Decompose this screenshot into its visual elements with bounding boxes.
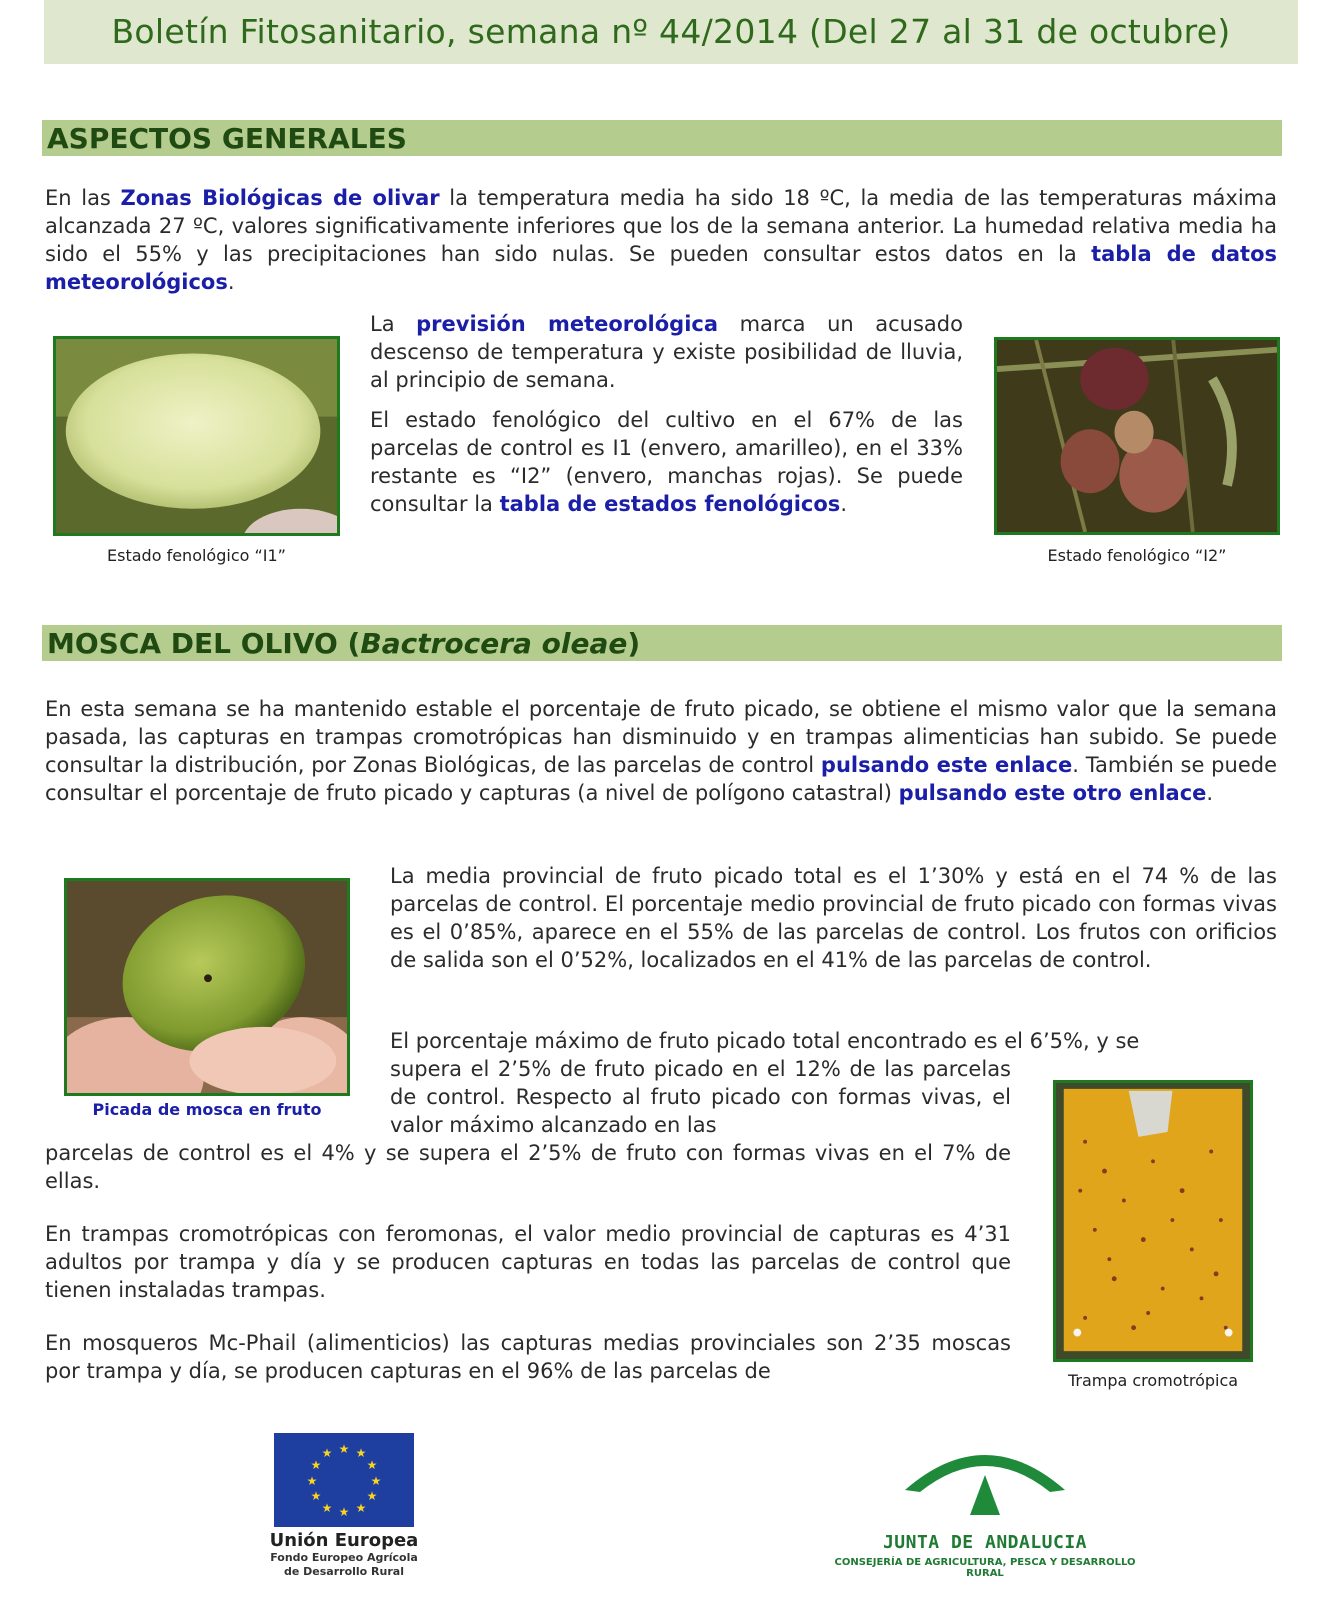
svg-text:★: ★ bbox=[355, 1446, 367, 1460]
junta-andalucia-logo bbox=[900, 1430, 1070, 1530]
paragraph-cromotropicas: En trampas cromotrópicas con feromonas, el valor medio provincial de capturas es 4’31 adultos por trampa y día y se producen capturas en todas las parcelas de control que tienen instaladas trampas. bbox=[45, 1222, 1011, 1302]
paragraph-mosca-intro: En esta semana se ha mantenido estable el porcentaje de fruto picado, se obtiene el mismo valor que la semana pasada, las capturas en trampas cromotrópicas han disminuido y en trampas alimenticias han subido. Se puede consultar la distribución, por Zonas Biológicas, de las parcelas de control pulsando este enlace. También se puede consultar el porcentaje de fruto picado y capturas (a nivel de polígono catastral) pulsando este otro enlace. bbox=[45, 697, 1277, 805]
svg-text:★: ★ bbox=[306, 1474, 318, 1488]
paragraph-media-provincial: La media provincial de fruto picado total es el 1’30% y está en el 74 % de las parcelas de control. El porcentaje medio provincial de fruto picado con formas vivas es el 0’85%, aparece en el 55% de las parcelas de control. Los frutos con orificios de salida son el 0’52%, localizados en el 41% de las parcelas de control. bbox=[390, 864, 1277, 972]
section-header-mosca bbox=[42, 625, 1282, 661]
svg-text:★: ★ bbox=[321, 1501, 333, 1515]
photo-trampa-cromotropica bbox=[1053, 1080, 1253, 1362]
svg-text:★: ★ bbox=[310, 1489, 322, 1503]
paragraph-maximo-line1: El porcentaje máximo de fruto picado total encontrado es el 6’5%, y se bbox=[390, 1029, 1140, 1053]
svg-text:★: ★ bbox=[338, 1442, 350, 1456]
title-bar bbox=[44, 0, 1298, 64]
junta-text bbox=[830, 1532, 1140, 1579]
junta-title: JUNTA DE ANDALUCIA bbox=[882, 1532, 1088, 1553]
eu-text bbox=[254, 1530, 434, 1579]
caption-i1: Estado fenológico “I1” bbox=[107, 546, 286, 565]
junta-subtitle: CONSEJERÍA DE AGRICULTURA, PESCA Y DESARROLLO RURAL bbox=[834, 1557, 1136, 1579]
eu-subtitle-1: Fondo Europeo Agrícola bbox=[270, 1551, 418, 1564]
paragraph-maximo-end: parcelas de control es el 4% y se supera el 2’5% de fruto con formas vivas en el 7% de ellas. bbox=[45, 1141, 1011, 1193]
svg-text:★: ★ bbox=[370, 1474, 382, 1488]
page-title: Boletín Fitosanitario, semana nº 44/2014 (Del 27 al 31 de octubre) bbox=[111, 12, 1231, 51]
section-heading-mosca: MOSCA DEL OLIVO (Bactrocera oleae) bbox=[47, 627, 641, 660]
svg-text:★: ★ bbox=[338, 1505, 350, 1519]
svg-text:★: ★ bbox=[366, 1458, 378, 1472]
paragraph-mcphail: En mosqueros Mc-Phail (alimenticios) las capturas medias provinciales son 2’35 moscas por trampa y día, se producen capturas en el 96% de las parcelas de bbox=[45, 1331, 1011, 1383]
svg-text:★: ★ bbox=[321, 1446, 333, 1460]
link-prevision-meteorologica[interactable]: previsión meteorológica bbox=[416, 312, 719, 336]
link-pulsando-este-enlace[interactable]: pulsando este enlace bbox=[820, 753, 1073, 777]
eu-flag-logo bbox=[274, 1433, 414, 1527]
photo-picada-fruto bbox=[64, 878, 350, 1096]
caption-i2: Estado fenológico “I2” bbox=[1047, 546, 1227, 565]
section-heading: ASPECTOS GENERALES bbox=[47, 122, 407, 155]
caption-picada: Picada de mosca en fruto bbox=[92, 1100, 322, 1119]
eu-title: Unión Europea bbox=[269, 1530, 419, 1551]
link-tabla-meteorologicos[interactable]: tabla de datos meteorológicos bbox=[45, 242, 1277, 294]
photo-olive-i1 bbox=[53, 336, 340, 536]
caption-trampa: Trampa cromotrópica bbox=[1067, 1371, 1239, 1390]
photo-olive-i2 bbox=[994, 337, 1280, 535]
paragraph-maximo-rest: supera el 2’5% de fruto picado en el 12% de las parcelas de control. Respecto al fruto picado con formas vivas, el valor máximo alcanzado en las bbox=[390, 1057, 1011, 1137]
svg-text:★: ★ bbox=[355, 1501, 367, 1515]
svg-text:★: ★ bbox=[310, 1458, 322, 1472]
link-zonas-biologicas[interactable]: Zonas Biológicas de olivar bbox=[120, 186, 440, 210]
link-tabla-estados-fenologicos[interactable]: tabla de estados fenológicos bbox=[499, 492, 841, 516]
section-header-general bbox=[42, 120, 1282, 156]
svg-text:★: ★ bbox=[366, 1489, 378, 1503]
paragraph-meteo: En las Zonas Biológicas de olivar la temperatura media ha sido 18 ºC, la media de las temperaturas máxima alcanzada 27 ºC, valores significativamente inferiores que los de la semana anterior. La humedad relativa media ha sido el 55% y las precipitaciones han sido nulas. Se pueden consultar estos datos en la tabla de datos meteorológicos. bbox=[45, 186, 1277, 294]
text-column-middle: La previsión meteorológica marca un acusado descenso de temperatura y existe posibilidad de lluvia, al principio de semana. El estado fenológico del cultivo en el 67% de las parcelas de control es I1 (envero, amarilleo), en el 33% restante es “I2” (envero, manchas rojas). Se puede consultar la tabla de estados fenológicos. bbox=[370, 312, 963, 516]
eu-subtitle-2: de Desarrollo Rural bbox=[284, 1565, 404, 1578]
link-pulsando-este-otro-enlace[interactable]: pulsando este otro enlace bbox=[898, 781, 1207, 805]
